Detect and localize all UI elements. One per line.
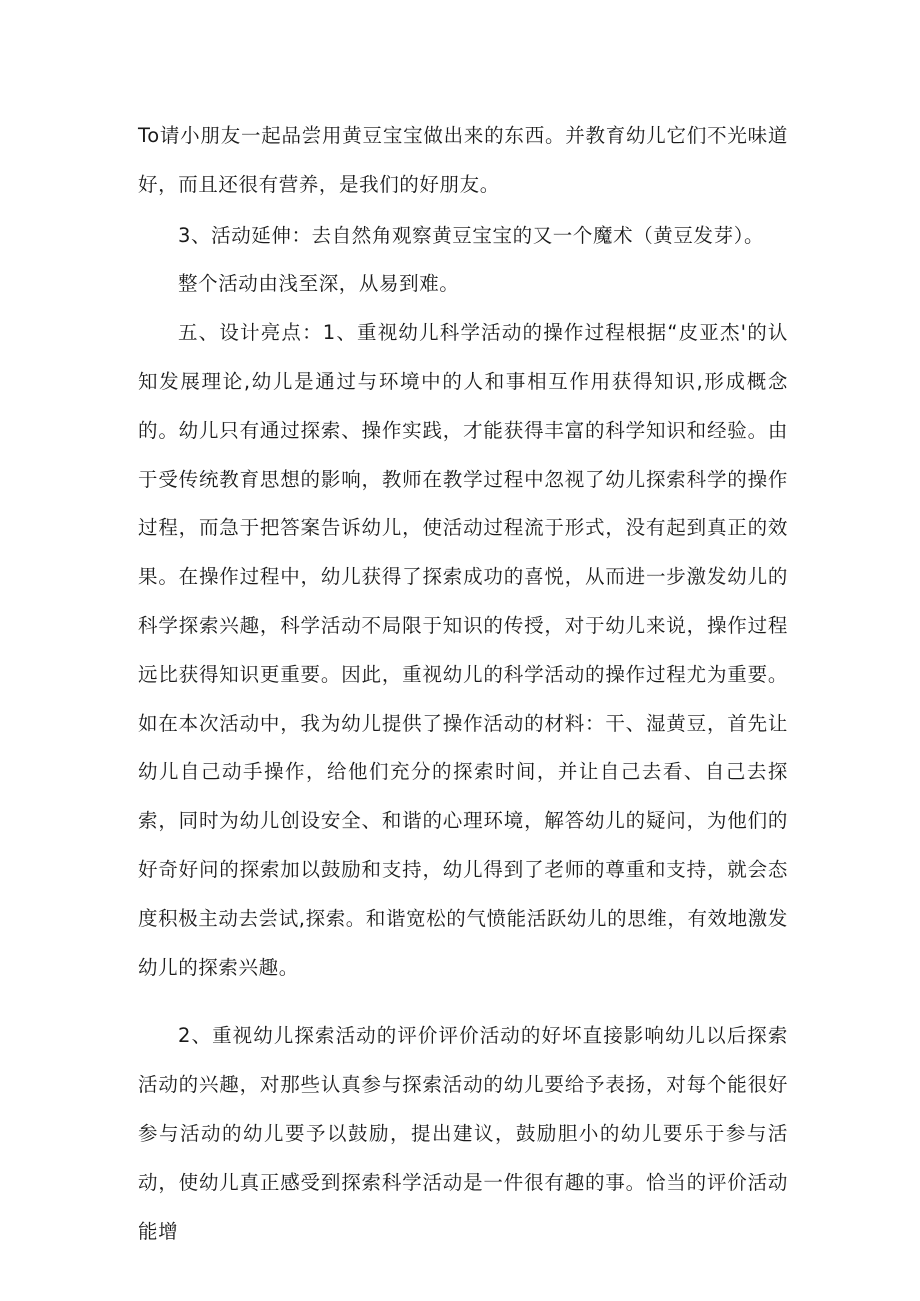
paragraph-activity-progression: 整个活动由浅至深，从易到难。: [178, 272, 460, 296]
paragraph-activity-extension: 3、活动延伸：去自然角观察黄豆宝宝的又一个魔术（黄豆发芽）。: [178, 223, 765, 247]
paragraph-evaluation: 2、重视幼儿探索活动的评价评价活动的好坏直接影响幼儿以后探索活动的兴趣，对那些认真参与探索活动的幼儿要给予表扬，对每个能很好参与活动的幼儿要予以鼓励，提出建议，鼓励胆小的幼儿要乐于参与活动，使幼儿真正感受到探索科学活动是一件很有趣的事。恰当的评价活动能增: [138, 1024, 788, 1243]
paragraph-design-highlights: 五、设计亮点：1、重视幼儿科学活动的操作过程根据“皮亚杰'的认知发展理论,幼儿是通过与环境中的人和事相互作用获得知识,形成概念的。幼儿只有通过探索、操作实践，才能获得丰富的科学知识和经验。由于受传统教育思想的影响，教师在教学过程中忽视了幼儿探索科学的操作过程，而急于把答案告诉幼儿，使活动过程流于形式，没有起到真正的效果。在操作过程中，幼儿获得了探索成功的喜悦，从而进一步激发幼儿的科学探索兴趣，科学活动不局限于知识的传授，对于幼儿来说，操作过程远比获得知识更重要。因此，重视幼儿的科学活动的操作过程尤为重要。如在本次活动中，我为幼儿提供了操作活动的材料：干、湿黄豆，首先让幼儿自己动手操作，给他们充分的探索时间，并让自己去看、自己去探索，同时为幼儿创设安全、和谐的心理环境，解答幼儿的疑问，为他们的好奇好问的探索加以鼓励和支持，幼儿得到了老师的尊重和支持，就会态度积极主动去尝试,探索。和谐宽松的气愤能活跃幼儿的思维，有效地激发幼儿的探索兴趣。: [138, 321, 788, 979]
document-body: [138, 112, 788, 1256]
paragraph-tasting: To请小朋友一起品尝用黄豆宝宝做出来的东西。并教育幼儿它们不光味道好，而且还很有营养，是我们的好朋友。: [138, 124, 788, 196]
